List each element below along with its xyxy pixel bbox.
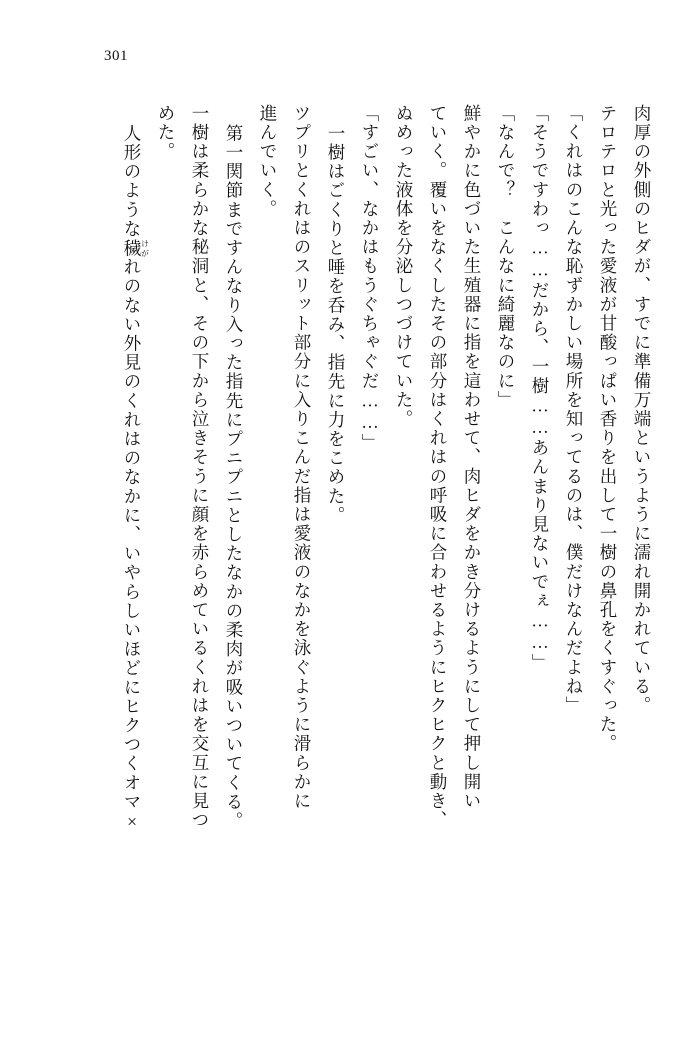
ruby-base: 穢 [122,238,142,258]
text-line-with-ruby [115,104,149,1004]
text-line: 肉厚の外側のヒダが、すでに準備万端というように濡れ開かれている。 [632,104,652,716]
ruby-line-before: 人形のような [122,124,142,239]
text-line: 第一関節まですんなり入った指先にプニプニとしたなかの柔肉が吸いついてくる。 [224,124,244,831]
text-line: 「そうですわっ……だから、一樹……あんまり見ないでぇ……」 [530,104,550,673]
vertical-text-block [40,104,659,984]
ruby-line-after: れのない外見のくれはのなかに、いやらしいほどにヒクつくオマ× [122,257,142,834]
text-line: 進んでいく。 [258,104,278,219]
text-line: 「くれはのこんな恥ずかしい場所を知ってるのは、僕だけなんだよね」 [564,104,584,716]
text-line: めた。 [156,104,176,162]
text-line: ぬめった液体を分泌しつづけていた。 [394,104,414,429]
text-line: ツプリとくれはのスリット部分に入りこんだ指は愛液のなかを泳ぐように滑らかに [292,104,312,811]
ruby-annotation [122,238,150,258]
page-number: 301 [104,48,128,64]
text-line: 鮮やかに色づいた生殖器に指を這わせて、肉ヒダをかき分けるようにして押し開い [462,104,482,811]
text-line: ていく。覆いをなくしたその部分はくれはの呼吸に合わせるようにヒクヒクと動き、 [428,104,448,830]
text-line: 「すごい、なかはもうぐちゃぐだ……」 [360,104,380,453]
text-line: 「なんで？ こんなに綺麗なのに」 [496,104,516,410]
text-line: 一樹は柔らかな秘洞と、その下から泣きそうに顔を赤らめているくれはを交互に見つ [190,104,210,830]
ruby-text: けが [140,238,150,258]
text-line: 一樹はごくりと唾を呑み、指先に力をこめた。 [326,124,346,526]
text-line: テロテロと光った愛液が甘酸っぱい香りを出して一樹の鼻孔をくすぐった。 [598,104,618,754]
